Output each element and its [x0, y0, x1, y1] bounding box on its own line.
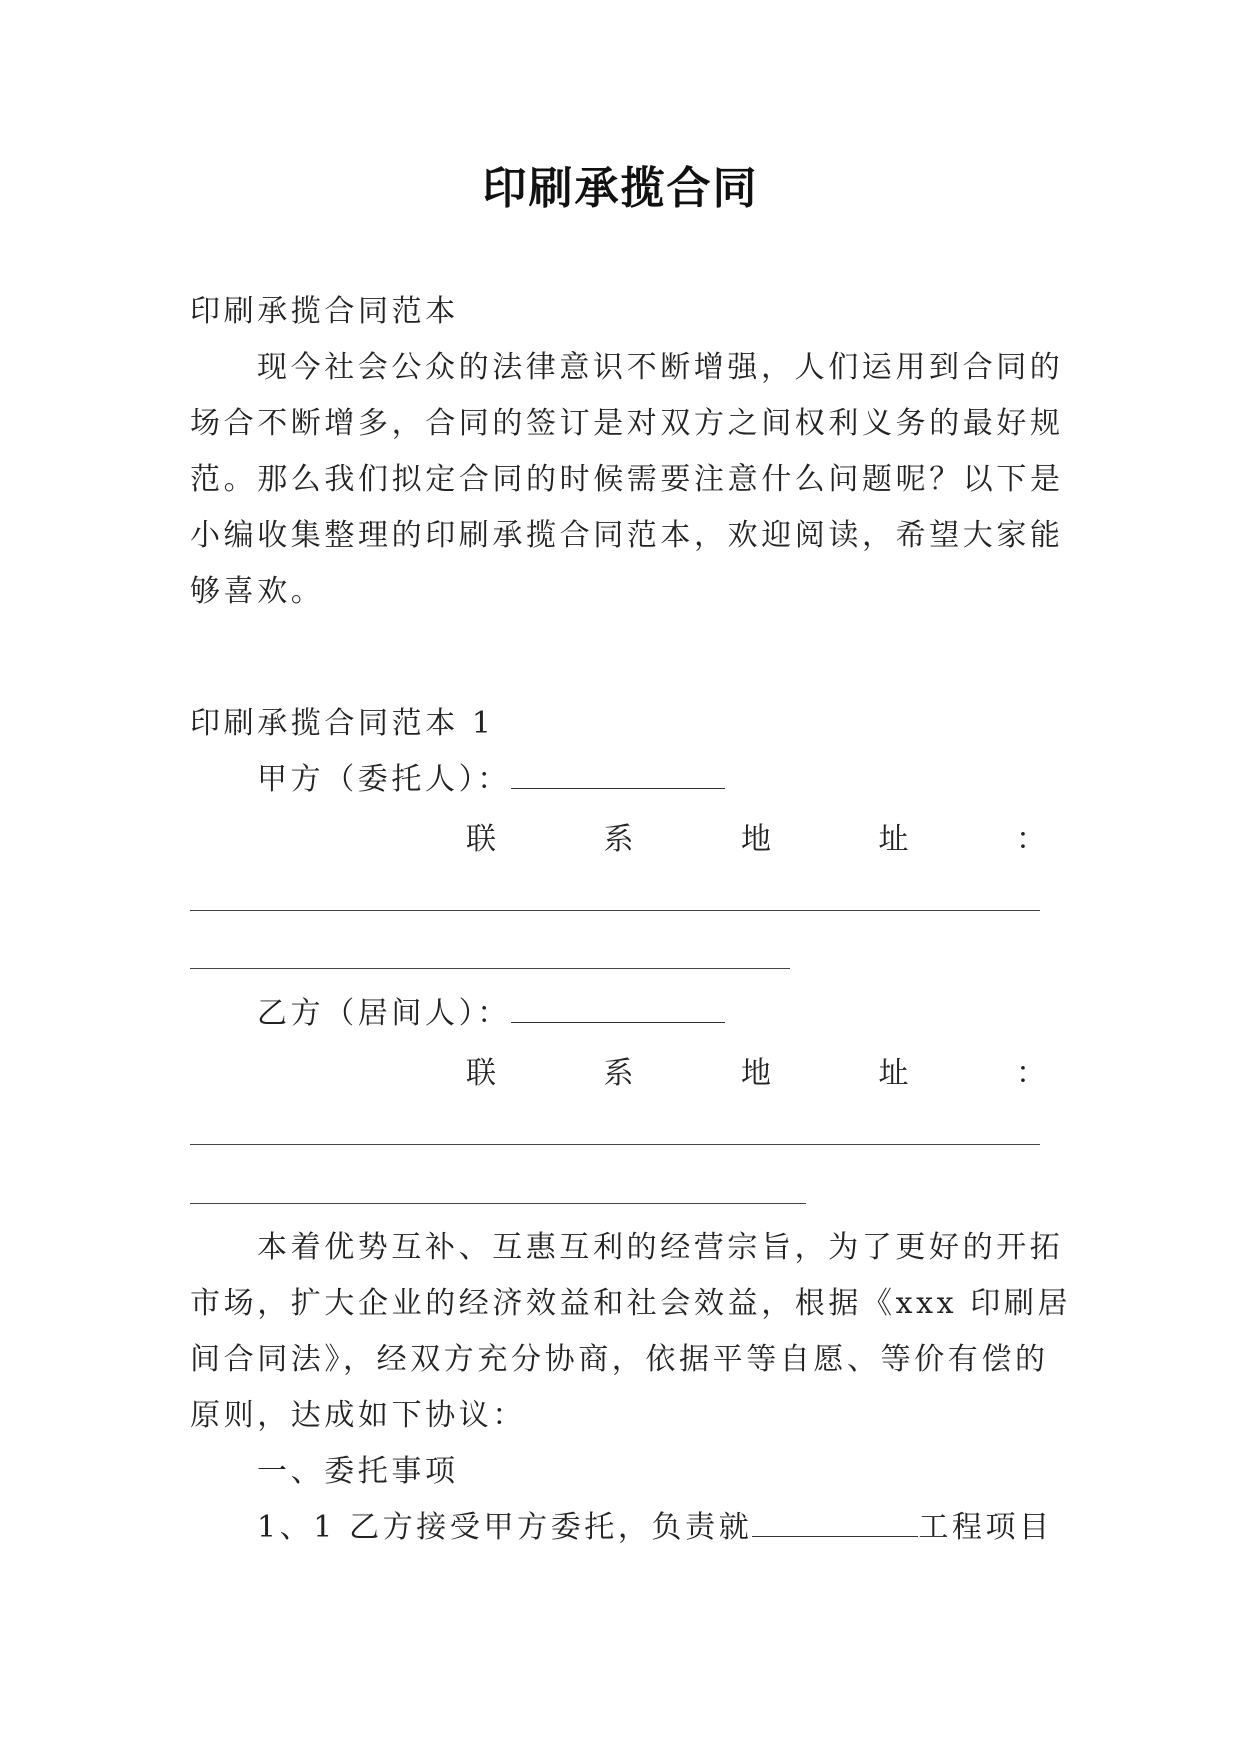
- contact-char: 系: [603, 822, 634, 857]
- contact-char: 联: [466, 822, 496, 857]
- preamble-line-2: 市场，扩大企业的经济效益和社会效益，根据《xxx 印刷居: [190, 1286, 1072, 1321]
- contact-char: 地: [741, 822, 771, 857]
- party-a-address-blank-2: [190, 968, 790, 969]
- clause-1-1-suffix: 工程项目: [918, 1510, 1053, 1545]
- preamble-line-1: 本着优势互补、互惠互利的经营宗旨，为了更好的开拓: [257, 1230, 1064, 1265]
- document-title: 印刷承揽合同: [482, 163, 759, 214]
- intro-line-5: 够喜欢。: [190, 574, 325, 609]
- intro-line-4: 小编收集整理的印刷承揽合同范本，欢迎阅读，希望大家能: [190, 518, 1064, 553]
- contact-char: 系: [603, 1056, 634, 1091]
- party-a-address-blank-1: [190, 910, 1040, 911]
- party-a-blank: [511, 762, 725, 789]
- preamble-line-3: 间合同法》，经双方充分协商，依据平等自愿、等价有偿的: [190, 1342, 1049, 1377]
- party-a-row: [257, 760, 1127, 800]
- party-b-blank: [511, 996, 725, 1023]
- party-b-contact-address-label: [466, 1054, 1046, 1094]
- party-b-label: 乙方（居间人）：: [257, 996, 511, 1031]
- section-1-heading: 一、委托事项: [257, 1454, 459, 1489]
- party-a-label: 甲方（委托人）：: [257, 762, 511, 797]
- contact-char: ：: [1016, 822, 1046, 857]
- party-b-address-blank-1: [190, 1144, 1040, 1145]
- party-b-row: [257, 994, 1127, 1034]
- intro-line-3: 范。那么我们拟定合同的时候需要注意什么问题呢？以下是: [190, 462, 1064, 497]
- intro-line-1: 现今社会公众的法律意识不断增强，人们运用到合同的: [257, 350, 1064, 385]
- clause-1-1-blank: [752, 1510, 918, 1537]
- sample-heading: 印刷承揽合同范本 1: [190, 706, 495, 741]
- party-a-contact-address-label: [466, 820, 1046, 860]
- clause-1-1: [257, 1508, 1127, 1548]
- preamble-line-4: 原则，达成如下协议：: [190, 1398, 526, 1433]
- intro-line-2: 场合不断增多，合同的签订是对双方之间权利义务的最好规: [190, 406, 1064, 441]
- contact-char: 址: [878, 1056, 909, 1091]
- clause-1-1-prefix: 1、1 乙方接受甲方委托，负责就: [257, 1510, 753, 1545]
- subtitle: 印刷承揽合同范本: [190, 294, 459, 329]
- contact-char: 址: [878, 822, 909, 857]
- contact-char: 地: [741, 1056, 771, 1091]
- contact-char: ：: [1016, 1056, 1046, 1091]
- contact-char: 联: [466, 1056, 496, 1091]
- party-b-address-blank-2: [190, 1203, 806, 1204]
